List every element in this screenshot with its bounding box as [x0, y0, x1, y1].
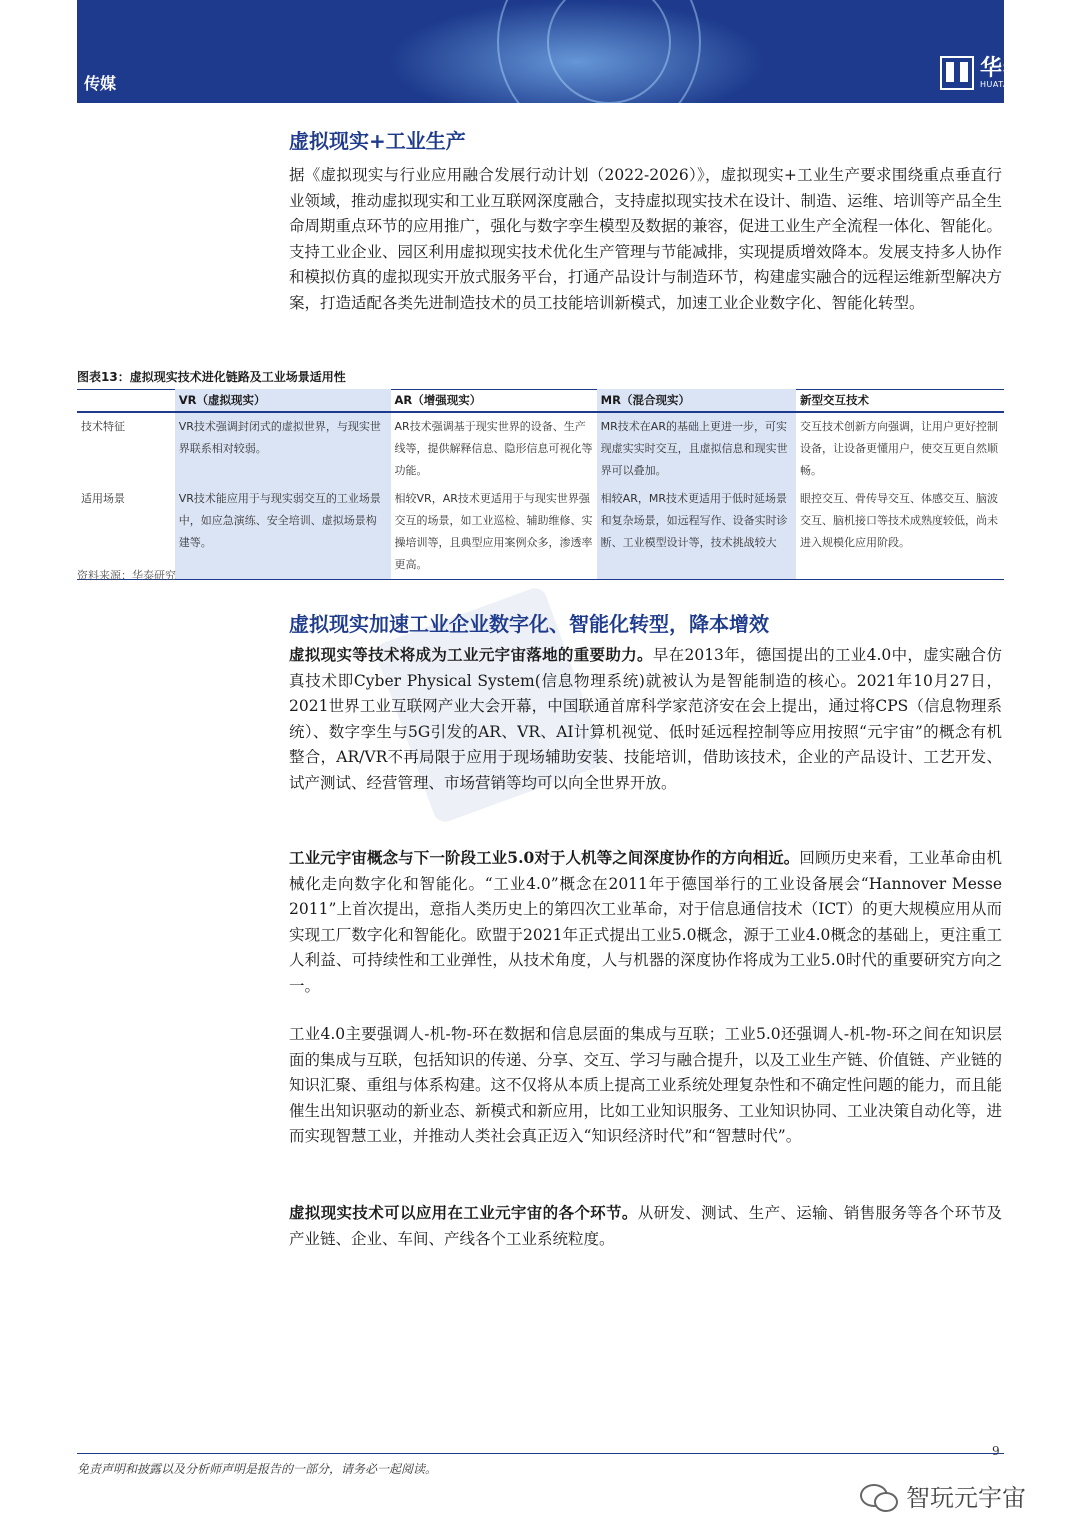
figure-title: 图表13：虚拟现实技术进化链路及工业场景适用性 — [77, 368, 1004, 390]
paragraph: 据《虚拟现实与行业应用融合发展行动计划（2022-2026）》，虚拟现实+工业生产要求围绕重点垂直行业领域，推动虚拟现实和工业互联网深度融合，支持虚拟现实技术在设计、制造、运维、培训等产品全生命周期重点环节的应用推广，强化与数字孪生模型及数据的兼容，促进工业生产全流程一体化、智能化。支持工业企业、园区利用虚拟现实技术优化生产管理与节能减排，实现提质增效降本。发展支持多人协作和模拟仿真的虚拟现实开放式服务平台，打通产品设计与制造环节，构建虚实融合的远程运维新型解决方案，打造适配各类先进制造技术的员工技能培训新模式，加速工业企业数字化、智能化转型。 — [289, 166, 1003, 312]
table-cell: VR技术能应用于与现实弱交互的工业场景中，如应急演练、安全培训、虚拟场景构建等。 — [175, 485, 391, 580]
lead-sentence: 虚拟现实等技术将成为工业元宇宙落地的重要助力。 — [289, 645, 653, 664]
table-header-row — [77, 389, 1004, 412]
paragraph — [289, 845, 1002, 999]
paragraph-text: 回顾历史来看，工业革命由机械化走向数字化和智能化。“工业4.0”概念在2011年于德国举行的工业设备展会“Hannover Messe 2011”上首次提出，意指人类历史上的第四次工业革命，对于信息通信技术（ICT）的更大规模应用从而实现工厂数字化和智能化。欧盟于2021年正式提出工业5.0概念，源于工业4.0概念的基础上，更注重工人利益、可持续性和工业弹性，从技术角度，人与机器的深度协作将成为工业5.0时代的重要研究方向之一。 — [289, 849, 1002, 995]
table-cell: 相较VR，AR技术更适用于与现实世界强交互的场景，如工业巡检、辅助维修、实操培训等，且典型应用案例众多，渗透率更高。 — [391, 485, 597, 580]
lead-sentence: 虚拟现实技术可以应用在工业元宇宙的各个环节。 — [289, 1203, 638, 1222]
table-header-cell: VR（虚拟现实） — [175, 389, 391, 412]
row-label: 适用场景 — [77, 485, 175, 580]
footer-divider — [77, 1453, 1004, 1454]
table-header-cell: MR（混合现实） — [597, 389, 796, 412]
row-label: 技术特征 — [81, 420, 125, 433]
table-header-cell: AR（增强现实） — [391, 389, 597, 412]
figure-table — [77, 389, 1004, 580]
table-cell: AR技术强调基于现实世界的设备、生产线等，提供解释信息、隐形信息可视化等功能。 — [394, 420, 593, 477]
table-cell: MR技术在AR的基础上更进一步，可实现虚实实时交互，且虚拟信息和现实世界可以叠加。 — [597, 412, 796, 485]
figure-source: 资料来源：华泰研究 — [77, 569, 176, 582]
table-row — [77, 412, 1004, 485]
logo-text-cn: 华泰证券 — [979, 55, 1072, 81]
paragraph — [289, 642, 1002, 796]
wechat-watermark — [860, 1478, 1026, 1513]
table-header-cell: 新型交互技术 — [796, 389, 1004, 412]
table-cell: VR技术强调封闭式的虚拟世界，与现实世界联系相对较弱。 — [175, 412, 391, 485]
wechat-icon — [860, 1482, 898, 1510]
disclaimer: 免责声明和披露以及分析师声明是报告的一部分，请务必一起阅读。 — [77, 1462, 438, 1476]
table-cell: 相较AR，MR技术更适用于低时延场景和复杂场景，如远程写作、设备实时诊断、工业模型设计等，技术挑战较大 — [597, 485, 796, 580]
huatai-logo-icon — [940, 56, 974, 90]
page-number: 9 — [992, 1444, 1000, 1458]
paragraph: 工业4.0主要强调人-机-物-环在数据和信息层面的集成与互联；工业5.0还强调人-机-物-环之间在知识层面的集成与互联，包括知识的传递、分享、交互、学习与融合提升，以及工业生产链、价值链、产业链的知识汇聚、重组与体系构建。这不仅将从本质上提高工业系统处理复杂性和不确定性问题的能力，而且能催生出知识驱动的新业态、新模式和新应用，比如工业知识服务、工业知识协同、工业决策自动化等，进而实现智慧工业，并推动人类社会真正迈入“知识经济时代”和“智慧时代”。 — [289, 1025, 1003, 1145]
section-heading: 虚拟现实加速工业企业数字化、智能化转型，降本增效 — [289, 612, 769, 636]
section-heading: 虚拟现实+工业生产 — [289, 129, 466, 153]
table-row — [77, 485, 1004, 580]
table-header-cell — [77, 389, 175, 412]
logo-text-en: HUATAI SECURITIES — [979, 79, 1067, 89]
paragraph-text: 早在2013年，德国提出的工业4.0中，虚实融合仿真技术即Cyber Physical System(信息物理系统)就被认为是智能制造的核心。2021年10月27日，2021世界工业互联网产业大会开幕，中国联通首席科学家范济安在会上提出，通过将CPS（信息物理系统）、数字孪生与5G引发的AR、VR、AI计算机视觉、低时延远程控制等应用按照“元宇宙”的概念有机整合，AR/VR不再局限于应用于现场辅助安装、技能培训，借助该技术，企业的产品设计、工艺开发、试产测试、经营管理、市场营销等均可以向全世界开放。 — [289, 646, 1002, 792]
section-tag: 传媒 — [84, 74, 117, 93]
table-cell: 眼控交互、骨传导交互、体感交互、脑波交互、脑机接口等技术成熟度较低，尚未进入规模化应用阶段。 — [796, 485, 1004, 580]
table-cell: 交互技术创新方向强调，让用户更好控制设备，让设备更懂用户，使交互更自然顺畅。 — [800, 420, 998, 477]
company-logo — [940, 56, 1072, 90]
lead-sentence: 工业元宇宙概念与下一阶段工业5.0对于人机等之间深度协作的方向相近。 — [289, 848, 800, 867]
paragraph — [289, 1200, 1002, 1252]
page-header — [77, 0, 1004, 103]
wechat-account-name: 智玩元宇宙 — [906, 1484, 1026, 1512]
paragraph-text: 从研发、测试、生产、运输、销售服务等各个环节及产业链、企业、车间、产线各个工业系统粒度。 — [289, 1204, 1002, 1248]
